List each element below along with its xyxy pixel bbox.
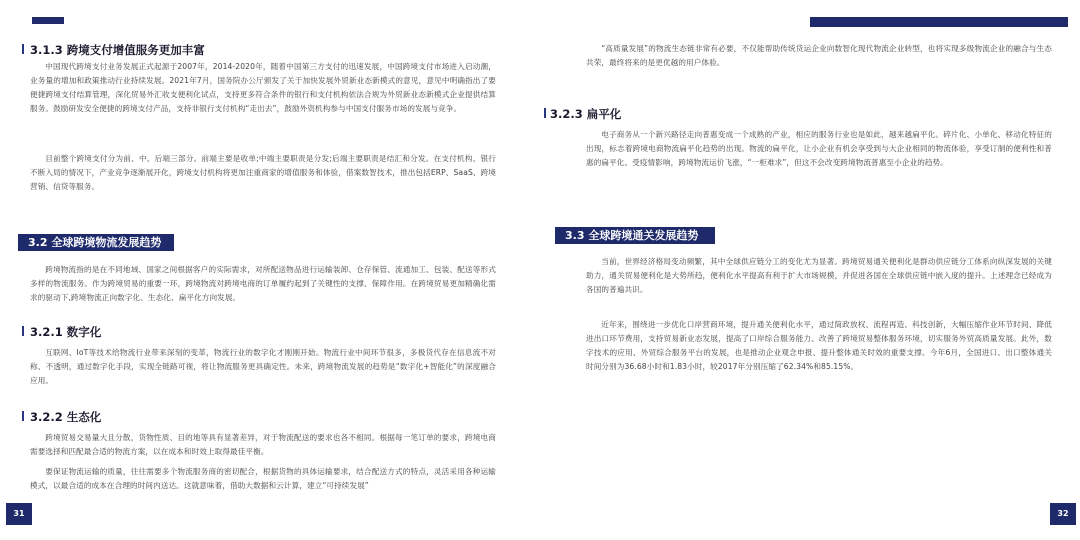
heading-3-2-1: 3.2.1 数字化 xyxy=(30,325,102,339)
para-3-2-1: 互联网、IoT等技术给物流行业带来深刻的变革，物流行业的数字化才刚刚开始。物流行业中间环节很多，多极货代存在信息流不对称、不透明，通过数字化手段，实现全链路可视，将让物流服务更具确定性。未来，跨境物流发展的趋势是“数字化+智能化”的深度融合应用。 xyxy=(30,348,496,385)
para-3-2: 跨境物流指的是在不同地域、国家之间根据客户的实际需求，对所配送物品进行运输装卸、仓存保管、流通加工、包装、配送等形式多样的物流服务。作为跨境贸易的重要一环，跨境物流对跨境电商的订单履约起到了关键性的支撑、保障作用。在跨境贸易更加精确化需求的驱动下,跨境物流正向数字化、生态化、扁平化方向发展。 xyxy=(30,265,496,302)
para-3-1-3-b: 目前整个跨境支付分为前、中、后端三部分。前端主要是收单;中端主要职责是分发;后端主要职责是结汇和分发。在支付机构、银行不断入局的情况下，产业竞争逐渐展开化，跨境支付机构将更加注重商家的增值服务和体验，借案数智技术，推出包括ERP、SaaS、跨境营销、信贷等服务。 xyxy=(30,154,496,191)
page-number-left: 31 xyxy=(6,503,32,525)
section-marker xyxy=(22,44,24,54)
banner-3-2 xyxy=(18,234,174,251)
para-3-2-3: 电子商务从一个新兴路径走向普惠变成一个成熟的产业，相应的服务行业也是如此，越来越扁平化。碎片化、小单化、移动化特征的出现，标志着跨境电商物流扁平化趋势的出现。物流的扁平化，让小企业有机会享受到与大企业相同的物流体验，享受订制的便利性和普惠的扁平化。受疫情影响，跨境物流运价飞涨，“一柜难求”，但这不会改变跨境物流普惠至小企业的趋势。 xyxy=(586,130,1052,167)
banner-3-3 xyxy=(555,227,715,244)
heading-3-1-3: 3.1.3 跨境支付增值服务更加丰富 xyxy=(30,43,205,57)
top-right-tab xyxy=(810,17,1068,27)
banner-3-3-title: 3.3 全球跨境通关发展趋势 xyxy=(565,229,699,242)
para-3-2-2-cont: “高质量发展”的物流生态链非常有必要，不仅能帮助传统货运企业向数智化现代物流企业转型，也将实现多级物流企业的融合与生态共荣，最终将来的是更优越的用户体验。 xyxy=(586,44,1052,67)
section-marker xyxy=(544,108,546,118)
para-3-3-b: 近年来，围绕进一步优化口岸营商环境，提升通关便利化水平，通过简政放权、流程再造、科技创新，大幅压缩作业环节时间、降低进出口环节费用，支持贸易新业态发展，提高了口岸综合服务能力、改善了跨境贸易整体服务环境，切实服务外贸高质量发展。此外，数字技术的应用、外贸综合服务平台的发展，也是推动企业观念申报、提升整体通关时效的重要支撑。今年6月，全国进口、出口整体通关时间分别为36.68小时和1.83小时，较2017年分别压缩了62.34%和85.15%。 xyxy=(586,320,1052,371)
para-3-2-2-a: 跨境贸易交易量大且分散，货物性质、目的地等具有显著差异，对于物流配送的要求也各不相同。根据每一笔订单的要求，跨境电商需要选择和匹配最合适的物流方案，以在成本和时效上取得最佳平衡。 xyxy=(30,433,496,456)
para-3-3-a: 当前，世界经济格局变动频繁，其中全球供应链分工的变化尤为显著。跨境贸易通关便利化是群动供应链分工体系向纵深发展的关键助力，通关贸易便利化是大势所趋，便利化水平提高有利于扩大市场规模，并促进各国在全球供应链中嵌入度的提升。上述理念已经成为各国的普遍共识。 xyxy=(586,257,1052,294)
heading-3-2-2: 3.2.2 生态化 xyxy=(30,410,102,424)
banner-3-2-title: 3.2 全球跨境物流发展趋势 xyxy=(28,236,162,249)
section-marker xyxy=(22,326,24,336)
heading-3-2-3: 3.2.3 扁平化 xyxy=(550,107,622,121)
top-left-tab xyxy=(32,17,64,24)
section-marker xyxy=(22,411,24,421)
para-3-2-2-b: 要保证物流运输的质量，往往需要多个物流服务商的密切配合，根据货物的具体运输要求，结合配送方式的特点，灵活采用各种运输模式，以最合适的成本在合理的时间内送达。这就意味着，借助大数据和云计算，建立“可持续发展” xyxy=(30,467,496,490)
page-number-right: 32 xyxy=(1050,503,1076,525)
para-3-1-3-a: 中国现代跨境支付业务发展正式起源于2007年，2014-2020年，随着中国第三方支付的迅速发展，中国跨境支付市场进入启动潮，业务量的增加和政策推动行业持续发展。2021年7月，国务院办公厅颁发了关于加快发展外贸新业态新模式的意见，意见中明确指出了要便捷跨境支付结算管理，深化贸易外汇收支便利化试点，支持更多符合条件的银行和支付机构依法合规为外贸新业态新模式企业提供结算服务。鼓励研发安全便捷的跨境支付产品，支持非银行支付机构“走出去”，鼓励外资机构参与中国支付服务市场的发展与竞争。 xyxy=(30,62,496,113)
